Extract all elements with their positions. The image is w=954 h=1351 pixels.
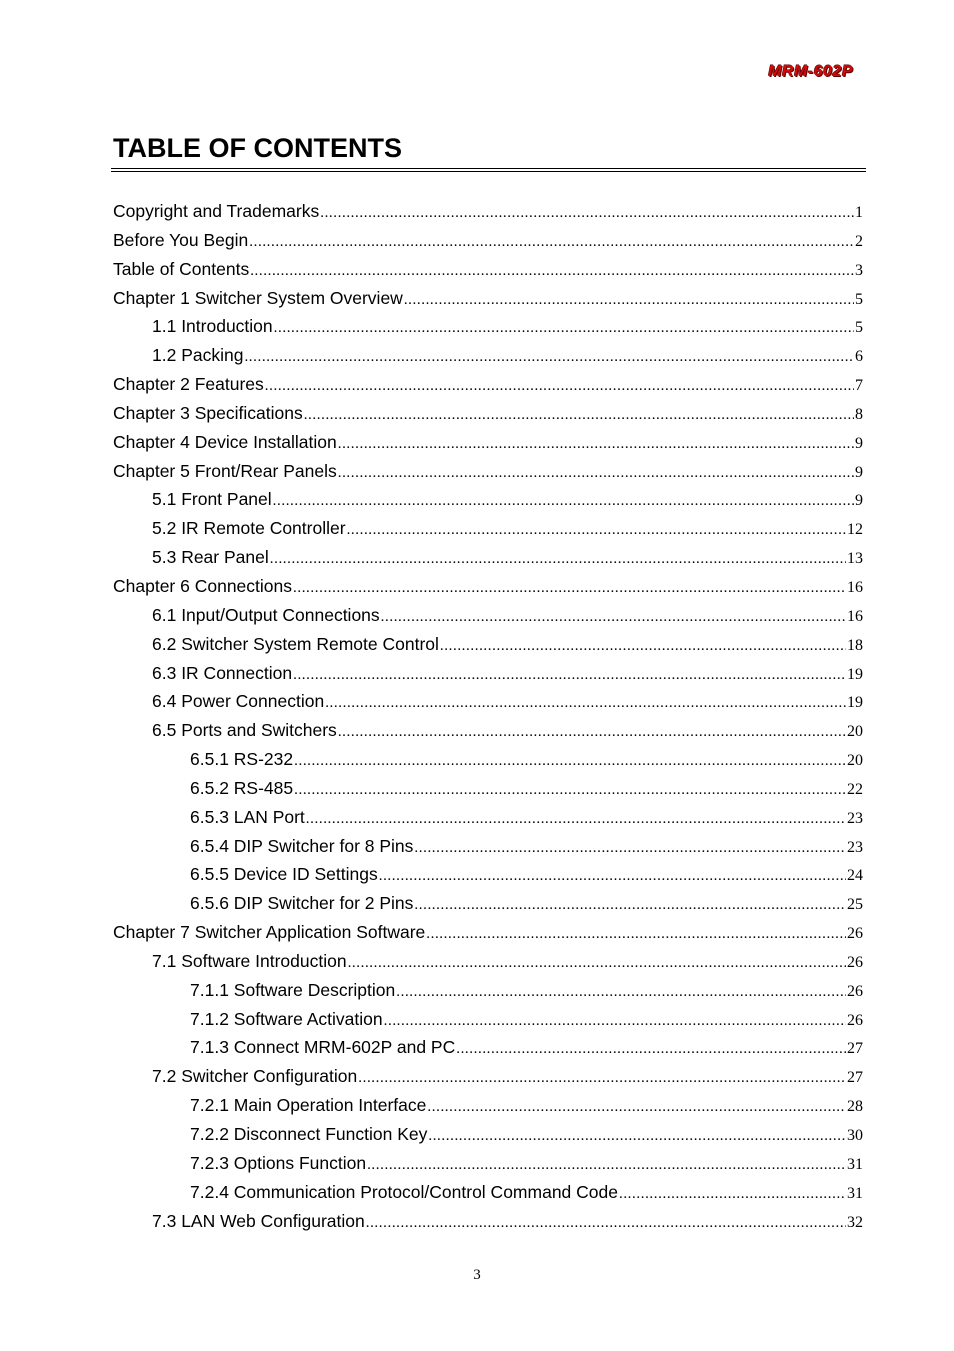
- toc-entry[interactable]: [113, 259, 863, 288]
- toc-dot-leader: [428, 1128, 846, 1145]
- toc-dot-leader: [384, 1013, 846, 1030]
- toc-dot-leader: [294, 782, 846, 799]
- toc-entry-page: 19: [847, 694, 863, 712]
- toc-entry-page: 9: [855, 463, 863, 481]
- toc-dot-leader: [379, 868, 846, 885]
- toc-entry[interactable]: [113, 778, 863, 807]
- toc-entry[interactable]: [113, 720, 863, 749]
- toc-entry-page: 9: [855, 434, 863, 452]
- toc-entry-label: 6.5.2 RS-485: [190, 777, 294, 798]
- toc-entry[interactable]: [113, 230, 863, 259]
- title-rule-bottom: [111, 171, 866, 172]
- toc-entry[interactable]: [113, 201, 863, 230]
- toc-entry[interactable]: [113, 1211, 863, 1240]
- toc-entry-page: 5: [855, 290, 863, 308]
- toc-entry-page: 1: [855, 204, 863, 221]
- toc-entry[interactable]: [113, 1124, 863, 1153]
- toc-entry[interactable]: [113, 951, 863, 980]
- toc-entry-page: 20: [847, 723, 863, 741]
- toc-entry-page: 28: [847, 1098, 863, 1116]
- toc-entry-page: 12: [847, 521, 863, 539]
- toc-entry-label: Table of Contents: [113, 258, 250, 279]
- toc-entry[interactable]: [113, 432, 863, 461]
- toc-dot-leader: [440, 638, 846, 655]
- toc-entry-page: 31: [847, 1184, 863, 1202]
- title-rule-top: [111, 168, 866, 169]
- toc-entry-label: 7.3 LAN Web Configuration: [152, 1210, 365, 1231]
- toc-entry-label: 7.1.3 Connect MRM-602P and PC: [190, 1037, 456, 1058]
- toc-dot-leader: [396, 984, 846, 1001]
- toc-entry-page: 24: [847, 867, 863, 885]
- toc-entry[interactable]: [113, 749, 863, 778]
- toc-entry-page: 7: [855, 377, 863, 395]
- toc-entry[interactable]: [113, 634, 863, 663]
- toc-entry[interactable]: [113, 605, 863, 634]
- toc-entry[interactable]: [113, 893, 863, 922]
- toc-dot-leader: [367, 1157, 846, 1174]
- toc-list: [113, 201, 863, 1239]
- toc-entry[interactable]: [113, 403, 863, 432]
- toc-dot-leader: [250, 263, 854, 280]
- toc-entry-page: 26: [847, 925, 863, 943]
- toc-entry-label: 1.2 Packing: [152, 345, 244, 366]
- toc-dot-leader: [293, 580, 846, 597]
- toc-dot-leader: [381, 609, 846, 626]
- toc-entry[interactable]: [113, 288, 863, 317]
- toc-dot-leader: [274, 320, 854, 337]
- toc-entry-label: 6.5.3 LAN Port: [190, 806, 305, 827]
- toc-entry-page: 23: [847, 838, 863, 856]
- toc-entry[interactable]: [113, 1182, 863, 1211]
- toc-entry[interactable]: [113, 1037, 863, 1066]
- toc-entry[interactable]: [113, 374, 863, 403]
- toc-entry[interactable]: [113, 980, 863, 1009]
- toc-entry[interactable]: [113, 864, 863, 893]
- toc-dot-leader: [427, 1099, 846, 1116]
- toc-dot-leader: [265, 378, 854, 395]
- toc-entry-page: 20: [847, 752, 863, 770]
- toc-entry-label: Chapter 6 Connections: [113, 575, 292, 596]
- toc-entry-label: 6.5 Ports and Switchers: [152, 720, 337, 741]
- toc-entry-label: Chapter 3 Specifications: [113, 402, 303, 423]
- toc-entry[interactable]: [113, 518, 863, 547]
- toc-entry-page: 18: [847, 636, 863, 654]
- toc-entry[interactable]: [113, 1066, 863, 1095]
- toc-entry-label: 6.5.5 Device ID Settings: [190, 864, 378, 885]
- toc-dot-leader: [404, 292, 854, 309]
- toc-entry-page: 30: [847, 1127, 863, 1144]
- toc-dot-leader: [414, 840, 846, 857]
- toc-dot-leader: [293, 667, 846, 684]
- toc-entry-page: 3: [855, 261, 863, 279]
- toc-entry-label: 6.2 Switcher System Remote Control: [152, 633, 439, 654]
- toc-entry-label: 6.5.6 DIP Switcher for 2 Pins: [190, 893, 414, 914]
- toc-entry-label: 6.1 Input/Output Connections: [152, 604, 380, 625]
- toc-entry[interactable]: [113, 807, 863, 836]
- toc-dot-leader: [294, 753, 846, 770]
- toc-entry-page: 32: [847, 1213, 863, 1231]
- toc-entry-page: 22: [847, 780, 863, 798]
- toc-entry-label: Before You Begin: [113, 229, 249, 250]
- toc-entry[interactable]: [113, 836, 863, 865]
- toc-entry-page: 16: [847, 578, 863, 596]
- toc-entry-label: 6.4 Power Connection: [152, 691, 325, 712]
- toc-entry-label: 7.1.2 Software Activation: [190, 1008, 383, 1029]
- toc-entry[interactable]: [113, 345, 863, 374]
- toc-entry-page: 25: [847, 896, 863, 914]
- toc-entry[interactable]: [113, 461, 863, 490]
- toc-entry-label: 6.3 IR Connection: [152, 662, 293, 683]
- toc-dot-leader: [619, 1186, 846, 1203]
- toc-entry[interactable]: [113, 576, 863, 605]
- page-number: 3: [473, 1267, 481, 1283]
- toc-entry-label: Chapter 4 Device Installation: [113, 431, 337, 452]
- toc-dot-leader: [426, 926, 846, 943]
- toc-entry-page: 26: [847, 982, 863, 1000]
- toc-entry-label: 5.1 Front Panel: [152, 489, 272, 510]
- toc-entry-label: 1.1 Introduction: [152, 316, 273, 337]
- toc-entry-label: 7.2.2 Disconnect Function Key: [190, 1124, 428, 1144]
- toc-entry-label: 7.2.3 Options Function: [190, 1152, 367, 1173]
- toc-entry-label: 6.5.4 DIP Switcher for 8 Pins: [190, 835, 414, 856]
- toc-entry-label: 5.2 IR Remote Controller: [152, 518, 346, 539]
- toc-entry-page: 27: [847, 1040, 863, 1058]
- toc-entry-label: 7.1 Software Introduction: [152, 950, 347, 971]
- toc-dot-leader: [273, 493, 854, 510]
- toc-dot-leader: [320, 205, 854, 222]
- toc-entry-page: 26: [847, 1011, 863, 1029]
- toc-dot-leader: [249, 234, 854, 251]
- toc-dot-leader: [366, 1215, 846, 1232]
- toc-dot-leader: [304, 407, 854, 424]
- page-title: TABLE OF CONTENTS: [113, 133, 402, 163]
- toc-dot-leader: [338, 465, 854, 482]
- toc-dot-leader: [325, 695, 846, 712]
- toc-entry[interactable]: [113, 1153, 863, 1182]
- toc-entry-page: 9: [855, 492, 863, 510]
- toc-entry-label: Chapter 5 Front/Rear Panels: [113, 460, 337, 481]
- toc-dot-leader: [414, 897, 846, 914]
- toc-entry-label: 7.2.4 Communication Protocol/Control Command Code: [190, 1181, 618, 1202]
- toc-dot-leader: [306, 811, 846, 828]
- toc-entry-label: Chapter 1 Switcher System Overview: [113, 287, 403, 308]
- toc-entry-page: 19: [847, 665, 863, 683]
- toc-entry-page: 6: [855, 348, 863, 366]
- toc-dot-leader: [347, 522, 846, 539]
- toc-entry-page: 16: [847, 607, 863, 625]
- toc-entry-label: 5.3 Rear Panel: [152, 547, 269, 568]
- toc-entry-page: 31: [847, 1155, 863, 1173]
- toc-dot-leader: [358, 1070, 846, 1087]
- toc-entry[interactable]: [113, 489, 863, 518]
- toc-dot-leader: [338, 724, 846, 741]
- brand-logo: MRM-602P: [768, 63, 853, 80]
- toc-entry[interactable]: [113, 316, 863, 345]
- toc-entry[interactable]: [113, 1009, 863, 1038]
- toc-entry-page: 13: [847, 550, 863, 568]
- toc-entry[interactable]: [113, 691, 863, 720]
- toc-entry-page: 27: [847, 1069, 863, 1087]
- toc-dot-leader: [270, 551, 846, 568]
- toc-entry-label: Copyright and Trademarks: [113, 201, 320, 221]
- toc-entry-label: 7.2 Switcher Configuration: [152, 1066, 358, 1087]
- toc-entry[interactable]: [113, 1095, 863, 1124]
- toc-dot-leader: [456, 1041, 846, 1058]
- toc-entry[interactable]: [113, 663, 863, 692]
- toc-entry-label: 6.5.1 RS-232: [190, 749, 294, 770]
- toc-dot-leader: [348, 955, 846, 972]
- toc-entry-page: 2: [855, 232, 863, 250]
- toc-entry-label: 7.2.1 Main Operation Interface: [190, 1095, 427, 1116]
- toc-entry[interactable]: [113, 547, 863, 576]
- toc-entry-label: Chapter 7 Switcher Application Software: [113, 922, 426, 943]
- toc-dot-leader: [338, 436, 854, 453]
- toc-entry-page: 8: [855, 405, 863, 423]
- toc-entry-label: 7.1.1 Software Description: [190, 979, 396, 1000]
- toc-entry[interactable]: [113, 922, 863, 951]
- toc-entry-label: Chapter 2 Features: [113, 374, 264, 395]
- toc-entry-page: 26: [847, 953, 863, 971]
- toc-entry-page: 5: [855, 319, 863, 337]
- toc-dot-leader: [244, 349, 854, 366]
- toc-entry-page: 23: [847, 809, 863, 827]
